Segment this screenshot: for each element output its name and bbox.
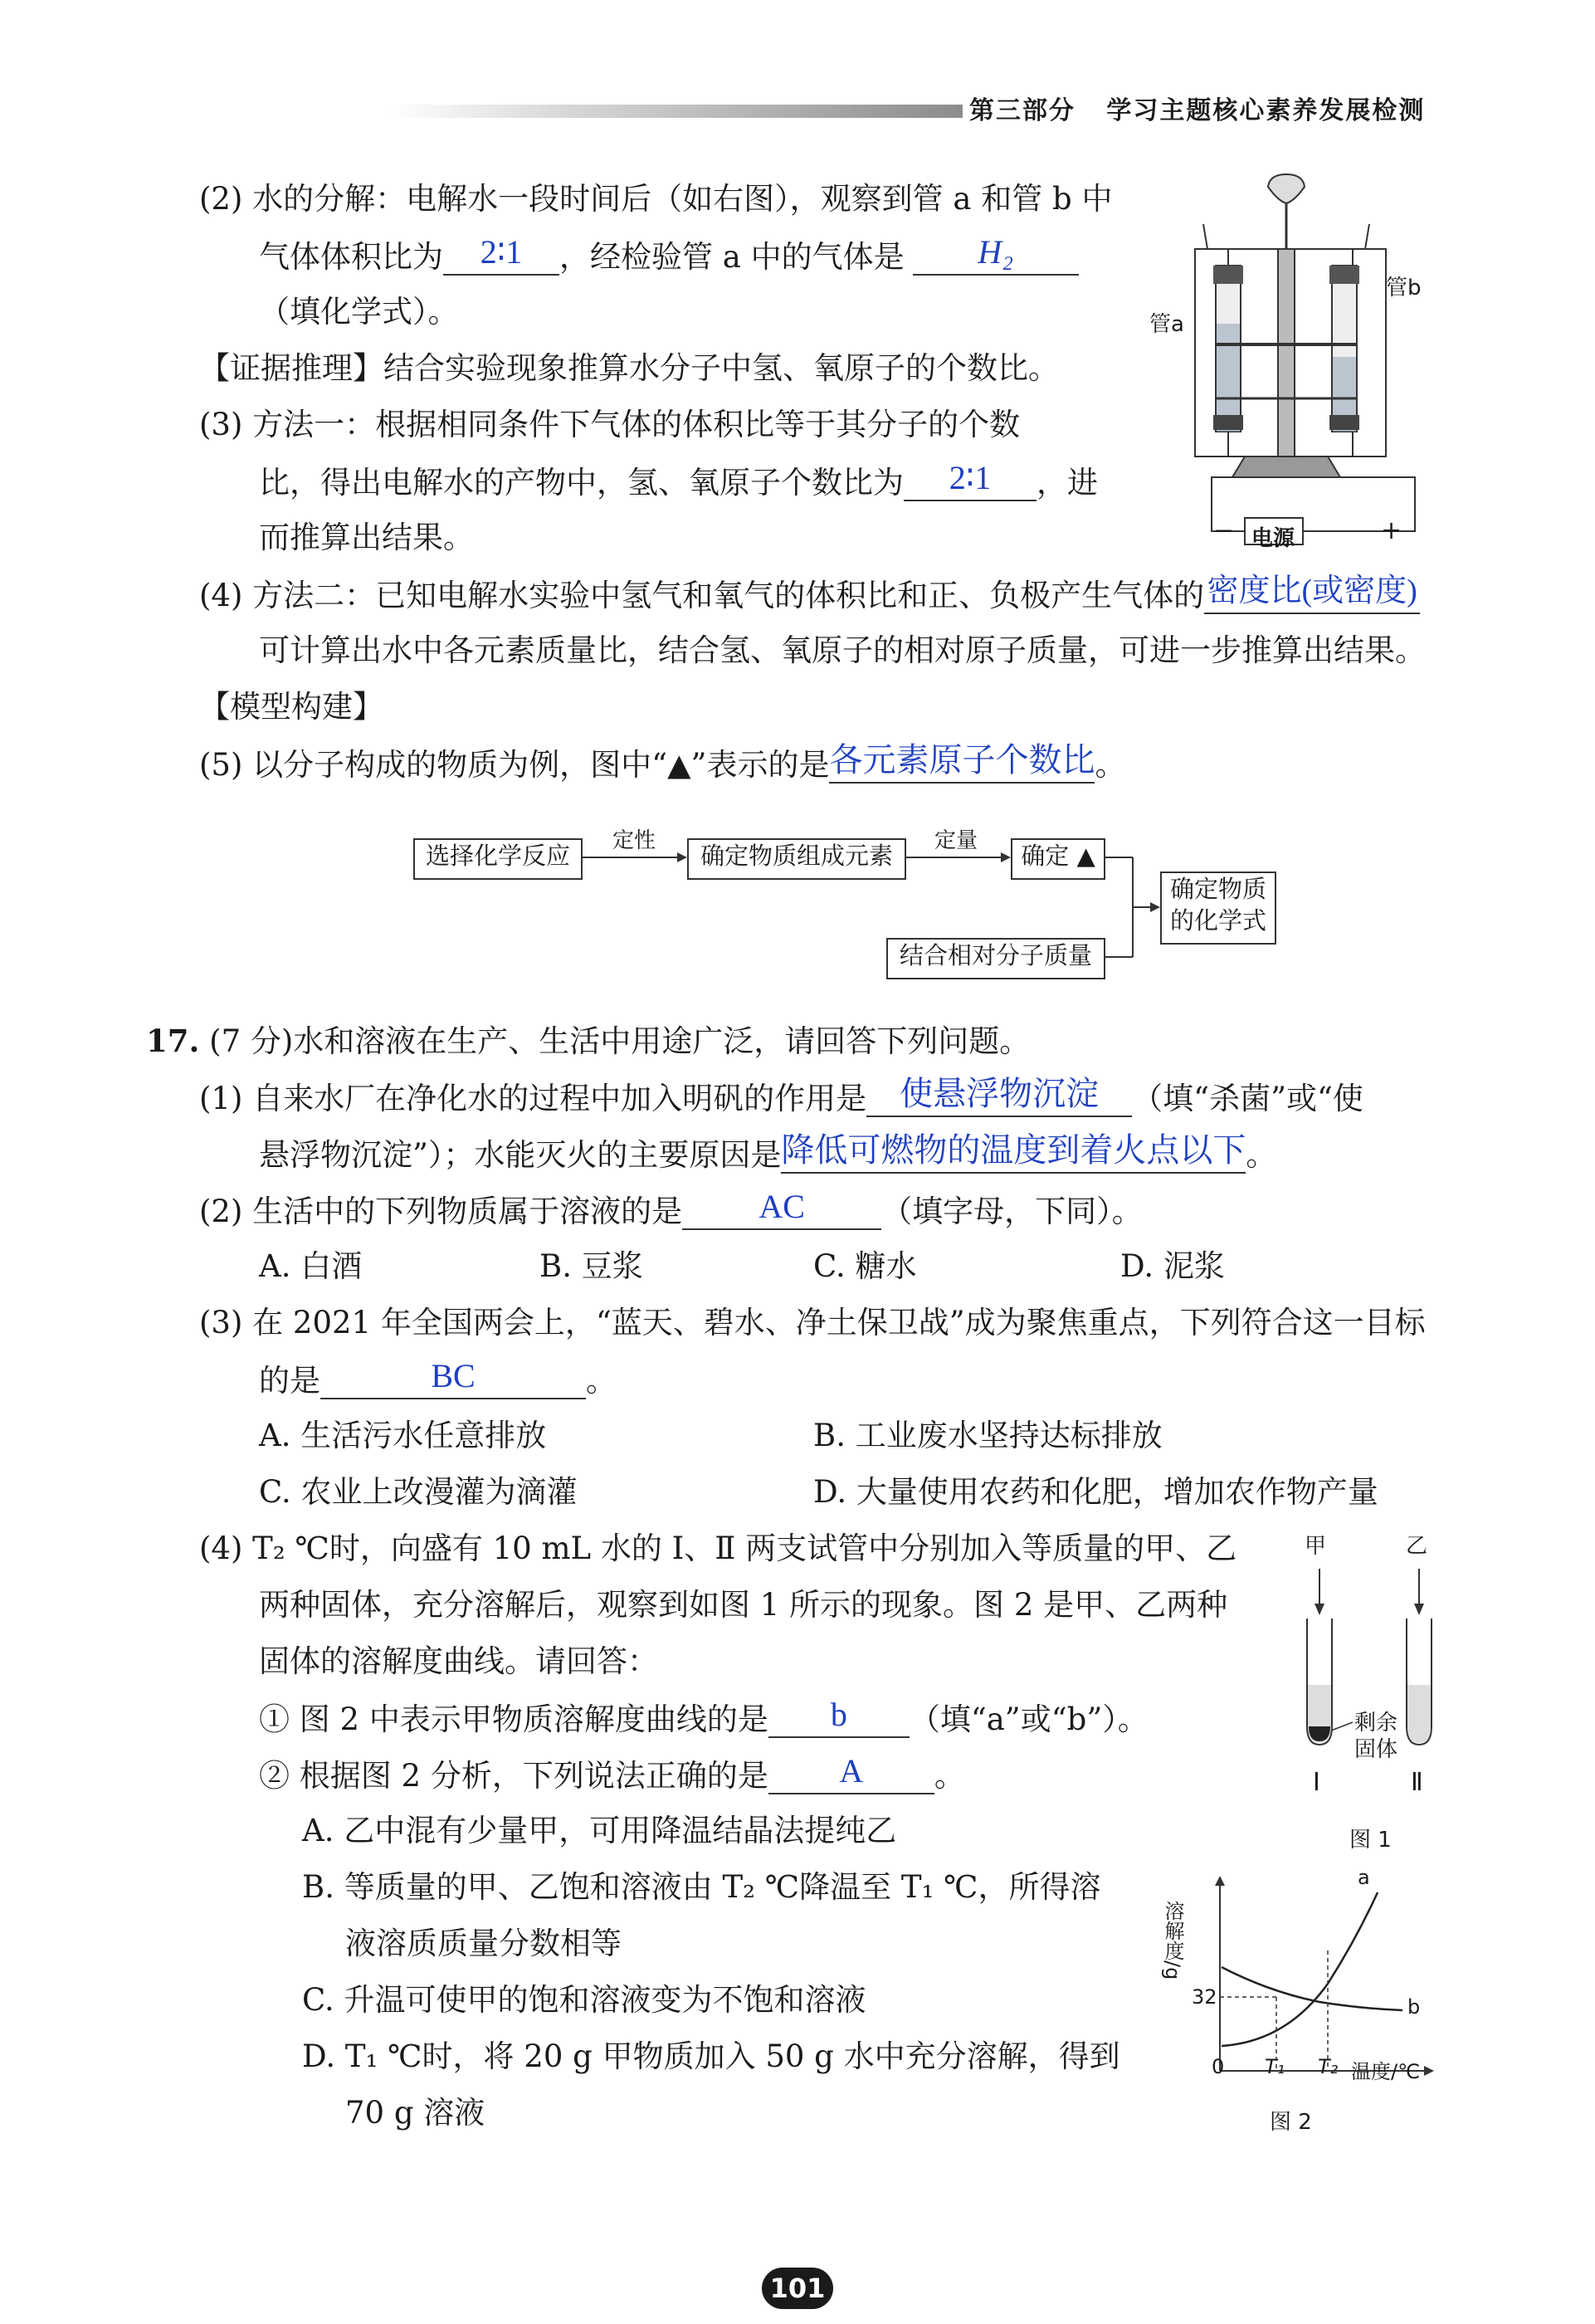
flow-box-select-reaction: 选择化学反应 bbox=[413, 838, 583, 880]
answer-blank: H₂ bbox=[913, 237, 1079, 276]
q16-evidence-heading: 【证据推理】结合实验现象推算水分子中氢、氧原子的个数比。 bbox=[199, 350, 1059, 386]
q17-p3-line1: (3) 在 2021 年全国两会上，“蓝天、碧水、净土保卫战”成为聚焦重点，下列符合这一目标 bbox=[199, 1305, 1426, 1340]
q17-p2-option-a: A. 白酒 bbox=[259, 1248, 363, 1284]
fig2-curve-b-label: b bbox=[1407, 1995, 1421, 2019]
q17-p3-option-a: A. 生活污水任意排放 bbox=[259, 1418, 547, 1453]
answer-blank: 2∶1 bbox=[443, 237, 559, 276]
answer-blank: AC bbox=[682, 1192, 881, 1230]
negative-terminal: − bbox=[1213, 516, 1235, 545]
fig2-y-axis-label: 溶解度/g bbox=[1161, 1901, 1184, 1980]
fig2-caption: 图 2 bbox=[1270, 2110, 1312, 2135]
q17-p2-option-c: C. 糖水 bbox=[813, 1248, 917, 1284]
page-number: 101 bbox=[762, 2268, 833, 2309]
q17-p4-option-b-line2: 液溶质质量分数相等 bbox=[345, 1926, 622, 1961]
answer-blank: 降低可燃物的温度到着火点以下 bbox=[781, 1135, 1246, 1174]
q17-p4-line3: 固体的溶解度曲线。请回答： bbox=[259, 1643, 658, 1679]
fig1-tube2-label: Ⅱ bbox=[1411, 1768, 1423, 1797]
flow-arrow-label-qualitative: 定性 bbox=[612, 828, 656, 853]
header-decor-bar bbox=[390, 105, 963, 118]
q17-p4-q1: ① 图 2 中表示甲物质溶解度曲线的是 b （填“a”或“b”）。 bbox=[259, 1696, 1149, 1737]
fig2-x-axis-label: 温度/℃ bbox=[1351, 2060, 1421, 2083]
q16-p2-line2: 气体体积比为 2∶1 ，经检验管 a 中的气体是 H₂ bbox=[259, 237, 1079, 276]
q16-p3-line2: 比，得出电解水的产物中，氢、氧原子个数比为 2∶1 ，进 bbox=[259, 459, 1098, 500]
flow-arrow-label-quantitative: 定量 bbox=[934, 828, 978, 853]
flow-box-elements: 确定物质组成元素 bbox=[687, 838, 906, 880]
q17-p4-option-a: A. 乙中混有少量甲，可用降温结晶法提纯乙 bbox=[302, 1813, 897, 1848]
q17-p4-option-b-line1: B. 等质量的甲、乙饱和溶液由 T₂ ℃降温至 T₁ ℃，所得溶 bbox=[302, 1869, 1101, 1905]
flow-box-formula: 确定物质 的化学式 bbox=[1160, 872, 1276, 945]
curve-a bbox=[1222, 1892, 1378, 2046]
q17-p3-option-d: D. 大量使用农药和化肥，增加农作物产量 bbox=[813, 1474, 1378, 1510]
q17-p4-line2: 两种固体，充分溶解后，观察到如图 1 所示的现象。图 2 是甲、乙两种 bbox=[259, 1587, 1228, 1623]
q16-p3-line3: 而推算出结果。 bbox=[259, 520, 474, 555]
fig1-label-yi: 乙 bbox=[1406, 1534, 1428, 1559]
answer-blank: 使悬浮物沉淀 bbox=[866, 1079, 1132, 1117]
answer-blank: A bbox=[768, 1756, 934, 1794]
q16-p4-line1: (4) 方法二：已知电解水实验中氢气和氧气的体积比和正、负极产生气体的 密度比(或密度) bbox=[199, 576, 1420, 614]
q16-p2-line3: （填化学式）。 bbox=[259, 294, 459, 330]
q17-p4-option-d-line1: D. T₁ ℃时，将 20 g 甲物质加入 50 g 水中充分溶解，得到 bbox=[302, 2038, 1120, 2074]
fig2-t1-tick: T₁ bbox=[1265, 2055, 1285, 2078]
q17-p3-line2: 的是 BC 。 bbox=[259, 1357, 617, 1399]
tube-a-label: 管a bbox=[1149, 312, 1184, 337]
fig2-y-tick-32: 32 bbox=[1192, 1985, 1217, 2009]
answer-blank: 密度比(或密度) bbox=[1204, 576, 1420, 614]
q16-p2-line1: (2) 水的分解：电解水一段时间后（如右图），观察到管 a 和管 b 中 bbox=[199, 181, 1113, 217]
q17-p4-option-d-line2: 70 g 溶液 bbox=[345, 2095, 485, 2131]
fig2-t2-tick: T₂ bbox=[1318, 2055, 1339, 2078]
answer-blank: 各元素原子个数比 bbox=[829, 745, 1095, 784]
q17-p4-option-c: C. 升温可使甲的饱和溶液变为不饱和溶液 bbox=[302, 1982, 866, 2018]
q17-p4-line1: (4) T₂ ℃时，向盛有 10 mL 水的 Ⅰ、Ⅱ 两支试管中分别加入等质量的甲、乙 bbox=[199, 1531, 1237, 1566]
q17-p4-q2: ② 根据图 2 分析，下列说法正确的是 A 。 bbox=[259, 1752, 965, 1794]
q17-p2-option-b: B. 豆浆 bbox=[539, 1248, 643, 1284]
fig1-caption: 图 1 bbox=[1349, 1828, 1392, 1853]
q17-p3-option-c: C. 农业上改漫灌为滴灌 bbox=[259, 1474, 578, 1510]
q17-p2: (2) 生活中的下列物质属于溶液的是 AC （填字母，下同）。 bbox=[199, 1188, 1143, 1229]
fig2-curve-a-label: a bbox=[1358, 1866, 1370, 1889]
q16-p3-line1: (3) 方法一：根据相同条件下气体的体积比等于其分子的个数 bbox=[199, 407, 1021, 442]
fig2-origin: 0 bbox=[1212, 2055, 1225, 2078]
q16-model-heading: 【模型构建】 bbox=[199, 689, 383, 725]
flow-box-determine-triangle: 确定 ▲ bbox=[1011, 838, 1105, 880]
q16-p5: (5) 以分子构成的物质为例，图中“▲”表示的是 各元素原子个数比 。 bbox=[199, 741, 1126, 783]
tube-b-label: 管b bbox=[1386, 276, 1422, 300]
q17-intro: 17. (7 分)水和溶液在生产、生活中用途广泛，请回答下列问题。 bbox=[146, 1023, 1031, 1059]
fig1-label-jia: 甲 bbox=[1305, 1534, 1327, 1559]
q17-p3-option-b: B. 工业废水坚持达标排放 bbox=[813, 1418, 1163, 1453]
fig1-remaining-solid-label: 剩余 固体 bbox=[1354, 1711, 1398, 1762]
flow-arrows bbox=[581, 822, 1178, 988]
flow-box-relative-mass: 结合相对分子质量 bbox=[886, 938, 1105, 979]
q17-p2-option-d: D. 泥浆 bbox=[1120, 1248, 1225, 1284]
q17-p1-line2: 悬浮物沉淀”）；水能灭火的主要原因是 降低可燃物的温度到着火点以下 。 bbox=[259, 1131, 1277, 1173]
power-supply-label: 电源 bbox=[1251, 526, 1295, 551]
answer-blank: b bbox=[768, 1700, 910, 1738]
positive-terminal: + bbox=[1381, 516, 1402, 545]
electrolysis-apparatus-diagram bbox=[1145, 158, 1427, 556]
fig1-tube1-label: Ⅰ bbox=[1313, 1768, 1320, 1797]
answer-blank: BC bbox=[320, 1361, 586, 1399]
page-header: 第三部分 学习主题核心素养发展检测 bbox=[969, 96, 1426, 125]
q16-p4-line2: 可计算出水中各元素质量比，结合氢、氧原子的相对原子质量，可进一步推算出结果。 bbox=[259, 632, 1426, 668]
answer-blank: 2∶1 bbox=[904, 463, 1037, 501]
q17-p1-line1: (1) 自来水厂在净化水的过程中加入明矾的作用是 使悬浮物沉淀 （填“杀菌”或“使 bbox=[199, 1075, 1363, 1116]
